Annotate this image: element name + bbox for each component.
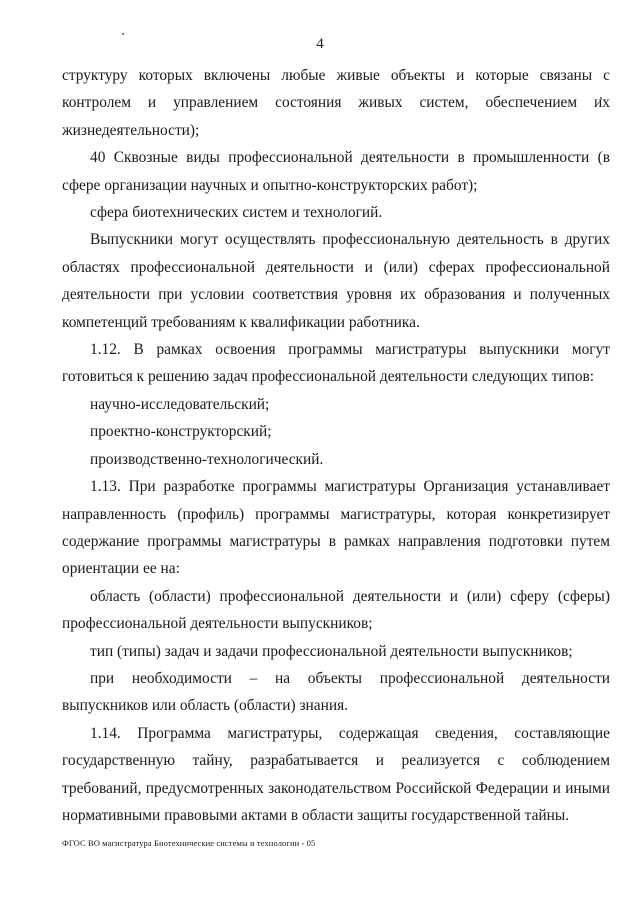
paragraph: структуру которых включены любые живые объекты и которые связаны с [62, 67, 610, 84]
page-footer: ФГОС ВО магистратура Биотехнические системы и технологии - 05 [62, 838, 316, 848]
list-item: тип (типы) задач и задачи профессиональной деятельности выпускников; [90, 642, 573, 660]
list-item: при необходимости – на объекты профессиональной деятельности выпускников или область (области) знания. [62, 669, 610, 715]
body-text [62, 62, 610, 829]
paragraph: сфера биотехнических систем и технологий. [90, 204, 383, 222]
list-item: область (области) профессиональной деятельности и (или) сферу (сферы) профессиональной деятельности выпускников; [62, 587, 610, 633]
scan-speck [122, 33, 124, 35]
page-number: 4 [316, 36, 324, 52]
list-item: проектно-конструкторский; [90, 423, 272, 441]
list-item: научно-исследовательский; [90, 395, 270, 413]
paragraph: 1.13. При разработке программы магистратуры Организация устанавливает направленность (профиль) программы магистратуры, которая конкретизирует содержание программы магистратуры в рамках направления подготовки путем ориентации ее на: [62, 478, 610, 578]
paragraph: жизнедеятельности); [62, 121, 200, 139]
paragraph: 1.14. Программа магистратуры, содержащая сведения, составляющие государственную тайну, разрабатывается и реализуется с соблюдением требований, предусмотренных законодательством Российской Федерации и иными нормативными правовыми актами в области защиты государственной тайны. [62, 724, 610, 824]
paragraph: 1.12. В рамках освоения программы магистратуры выпускники могут готовиться к решению задач профессиональной деятельности следующих типов: [62, 341, 610, 386]
list-item: производственно-технологический. [90, 450, 324, 468]
paragraph: 40 Сквозные виды профессиональной деятельности в промышленности (в сфере организации научных и опытно-конструкторских работ); [62, 149, 610, 194]
paragraph: Выпускники могут осуществлять профессиональную деятельность в других областях профессиональной деятельности и (или) сферах профессиональной деятельности при условии соответствия уровня их образования и полученных компетенций требованиям к квалификации работника. [62, 231, 610, 331]
paragraph: контролем и управлением состояния живых систем, обеспечением их [62, 94, 610, 112]
